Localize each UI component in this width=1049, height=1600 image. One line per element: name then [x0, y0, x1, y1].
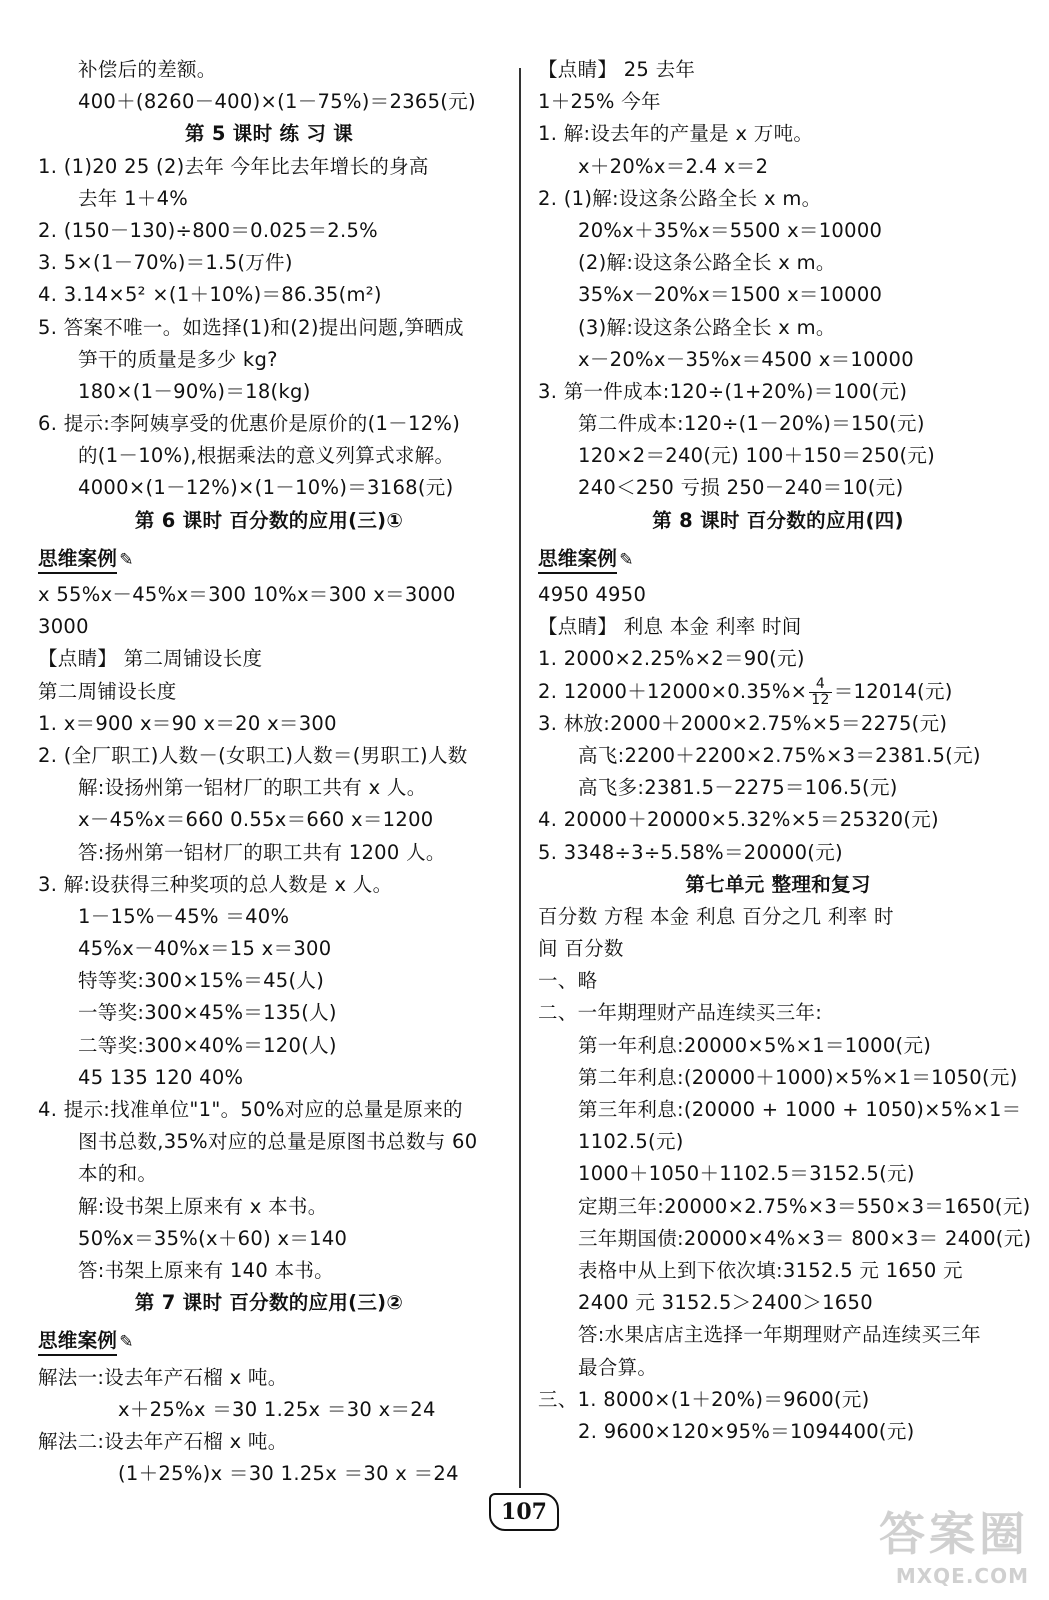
answer-line: 1. (1)20 25 (2)去年 今年比去年增长的身高: [38, 154, 429, 178]
answer-line: 1. 解:设去年的产量是 x 万吨。: [538, 122, 814, 146]
answer-line: 第三年利息:(20000 + 1000 + 1050)×5%×1＝: [578, 1098, 1022, 1121]
answer-line: 解法二:设去年产石榴 x 吨。: [38, 1429, 288, 1453]
answer-line: 1＋25% 今年: [538, 90, 661, 114]
section-heading: 第 5 课时 练 习 课: [184, 122, 354, 146]
fraction: [809, 677, 831, 708]
case-heading-label: 思维案例: [38, 1328, 117, 1356]
right-column: [538, 54, 1032, 1448]
answer-line: 400＋(8260－400)×(1－75%)＝2365(元): [78, 90, 476, 114]
answer-line: (3)解:设这条公路全长 x m。: [578, 315, 836, 339]
case-heading-label: 思维案例: [38, 546, 117, 574]
answer-line: 3. 5×(1－70%)＝1.5(万件): [38, 251, 293, 275]
case-heading: [38, 1325, 500, 1357]
book-pen-icon: ✎: [619, 549, 634, 570]
answer-line: 解法一:设去年产石榴 x 吨。: [38, 1365, 288, 1389]
answer-line: 高飞多:2381.5－2275＝106.5(元): [578, 776, 898, 800]
section-heading: 第 6 课时 百分数的应用(三)①: [134, 508, 404, 532]
answer-line: 1. x＝900 x＝90 x＝20 x＝300: [38, 711, 337, 735]
answer-line: 第二年利息:(20000＋1000)×5%×1＝1050(元): [578, 1065, 1018, 1089]
answer-line: 4950 4950: [538, 583, 647, 606]
line-text: 2. 12000＋12000×0.35%×: [538, 679, 808, 703]
answer-line: 第二周铺设长度: [38, 679, 177, 703]
answer-line: 45%x－40%x＝15 x＝300: [78, 937, 332, 961]
answer-line: 第一年利息:20000×5%×1＝1000(元): [578, 1033, 932, 1057]
book-pen-icon: ✎: [119, 549, 134, 570]
answer-line: 1000＋1050＋1102.5＝3152.5(元): [578, 1162, 915, 1186]
answer-line: (1＋25%)x ＝30 1.25x ＝30 x ＝24: [118, 1462, 459, 1486]
answer-line: 表格中从上到下依次填:3152.5 元 1650 元: [578, 1258, 963, 1282]
answer-line: 45 135 120 40%: [78, 1065, 244, 1089]
answer-line: x＋25%x ＝30 1.25x ＝30 x＝24: [118, 1397, 436, 1421]
answer-line: 1102.5(元): [578, 1130, 684, 1154]
answer-line: 3000: [38, 615, 89, 639]
answer-line: 【点睛】 利息 本金 利率 时间: [538, 615, 802, 639]
answer-line: 6. 提示:李阿姨享受的优惠价是原价的(1－12%): [38, 412, 461, 436]
answer-line: 2. (150－130)÷800＝0.025＝2.5%: [38, 218, 378, 242]
answer-line: x 55%x－45%x＝300 10%x＝300 x＝3000: [38, 583, 456, 606]
answer-line: 三年期国债:20000×4%×3＝ 800×3＝ 2400(元): [578, 1226, 1032, 1250]
answer-line: 【点睛】 25 去年: [538, 58, 696, 81]
case-heading: [38, 543, 500, 575]
answer-line: x＋20%x＝2.4 x＝2: [578, 154, 769, 178]
watermark-logo: 答案圈: [879, 1507, 1029, 1561]
left-column: [38, 54, 500, 1490]
answer-line: [538, 676, 1018, 708]
answer-line: 二等奖:300×40%＝120(人): [78, 1033, 337, 1057]
page-number: [474, 1490, 574, 1534]
answer-line: 一等奖:300×45%＝135(人): [78, 1001, 337, 1025]
answer-line: 20%x＋35%x＝5500 x＝10000: [578, 218, 883, 242]
answer-line: 第二件成本:120÷(1－20%)＝150(元): [578, 412, 925, 436]
answer-line: 4. 提示:找准单位"1"。50%对应的总量是原来的: [38, 1098, 463, 1121]
answer-line: 最合算。: [578, 1355, 658, 1379]
answer-line: 解:设书架上原来有 x 本书。: [78, 1194, 328, 1218]
answer-line: 答:水果店店主选择一年期理财产品连续买三年: [578, 1323, 981, 1347]
answer-line: 去年 1＋4%: [78, 186, 189, 210]
page-number-badge: 107: [489, 1493, 559, 1531]
answer-line: 240＜250 亏损 250－240＝10(元): [578, 476, 904, 500]
section-heading: 第 8 课时 百分数的应用(四): [652, 508, 904, 532]
answer-line: 笋干的质量是多少 kg?: [78, 347, 278, 371]
watermark-url: MXQE.COM: [895, 1564, 1029, 1588]
answer-line: 120×2＝240(元) 100＋150＝250(元): [578, 444, 936, 468]
answer-line: 1－15%－45% ＝40%: [78, 904, 290, 928]
answer-line: 百分数 方程 本金 利息 百分之几 利率 时: [538, 904, 894, 928]
answer-line: 2. 9600×120×95%＝1094400(元): [578, 1419, 915, 1443]
answer-line: 4. 20000＋20000×5.32%×5＝25320(元): [538, 808, 939, 832]
answer-line: 二、一年期理财产品连续买三年:: [538, 1001, 823, 1025]
case-heading: [538, 543, 1018, 575]
answer-line: 定期三年:20000×2.75%×3＝550×3＝1650(元): [578, 1194, 1031, 1218]
watermark: [879, 1498, 1029, 1588]
answer-line: 2. (1)解:设这条公路全长 x m。: [538, 186, 822, 210]
fraction-denominator: 12: [811, 691, 830, 708]
section-heading: 第 7 课时 百分数的应用(三)②: [134, 1291, 404, 1315]
answer-line: (2)解:设这条公路全长 x m。: [578, 251, 836, 275]
answer-line: 3. 解:设获得三种奖项的总人数是 x 人。: [38, 872, 393, 896]
answer-line: x－45%x＝660 0.55x＝660 x＝1200: [78, 808, 434, 832]
answer-line: 1. 2000×2.25%×2＝90(元): [538, 647, 805, 671]
answer-line: 特等奖:300×15%＝45(人): [78, 969, 325, 993]
answer-line: 图书总数,35%对应的总量是原图书总数与 60: [78, 1130, 478, 1154]
answer-line: 答:扬州第一铝材厂的职工共有 1200 人。: [78, 840, 446, 864]
answer-line: x－20%x－35%x＝4500 x＝10000: [578, 347, 914, 371]
book-pen-icon: ✎: [119, 1332, 134, 1353]
case-heading-label: 思维案例: [538, 546, 617, 574]
answer-line: 补偿后的差额。: [78, 58, 217, 81]
answer-line: 2400 元 3152.5＞2400＞1650: [578, 1291, 873, 1315]
answer-line: 解:设扬州第一铝材厂的职工共有 x 人。: [78, 776, 427, 800]
answer-line: 三、1. 8000×(1＋20%)＝9600(元): [538, 1387, 870, 1411]
answer-line: 答:书架上原来有 140 本书。: [78, 1258, 334, 1282]
answer-line: 35%x－20%x＝1500 x＝10000: [578, 283, 883, 307]
answer-line: 50%x＝35%(x＋60) x＝140: [78, 1226, 348, 1250]
fraction-numerator: 4: [809, 677, 831, 693]
answer-line: 高飞:2200＋2200×2.75%×3＝2381.5(元): [578, 743, 981, 767]
answer-line: 3. 第一件成本:120÷(1+20%)＝100(元): [538, 379, 908, 403]
answer-line: 的(1－10%),根据乘法的意义列算式求解。: [78, 444, 455, 468]
line-text-after: ＝12014(元): [833, 679, 953, 703]
section-heading: 第七单元 整理和复习: [685, 872, 871, 896]
answer-line: 【点睛】 第二周铺设长度: [38, 647, 263, 671]
answer-line: 2. (全厂职工)人数－(女职工)人数＝(男职工)人数: [38, 743, 468, 767]
answer-line: 5. 3348÷3÷5.58%＝20000(元): [538, 840, 843, 864]
answer-line: 3. 林放:2000＋2000×2.75%×5＝2275(元): [538, 711, 948, 735]
answer-line: 本的和。: [78, 1162, 158, 1186]
answer-line: 4. 3.14×5² ×(1＋10%)＝86.35(m²): [38, 283, 382, 307]
answer-line: 4000×(1－12%)×(1－10%)＝3168(元): [78, 476, 454, 500]
answer-line: 5. 答案不唯一。如选择(1)和(2)提出问题,笋晒成: [38, 315, 464, 339]
column-divider: [519, 68, 521, 1488]
answer-line: 180×(1－90%)＝18(kg): [78, 379, 311, 403]
answer-line: 一、略: [538, 969, 598, 993]
answer-line: 间 百分数: [538, 937, 624, 961]
